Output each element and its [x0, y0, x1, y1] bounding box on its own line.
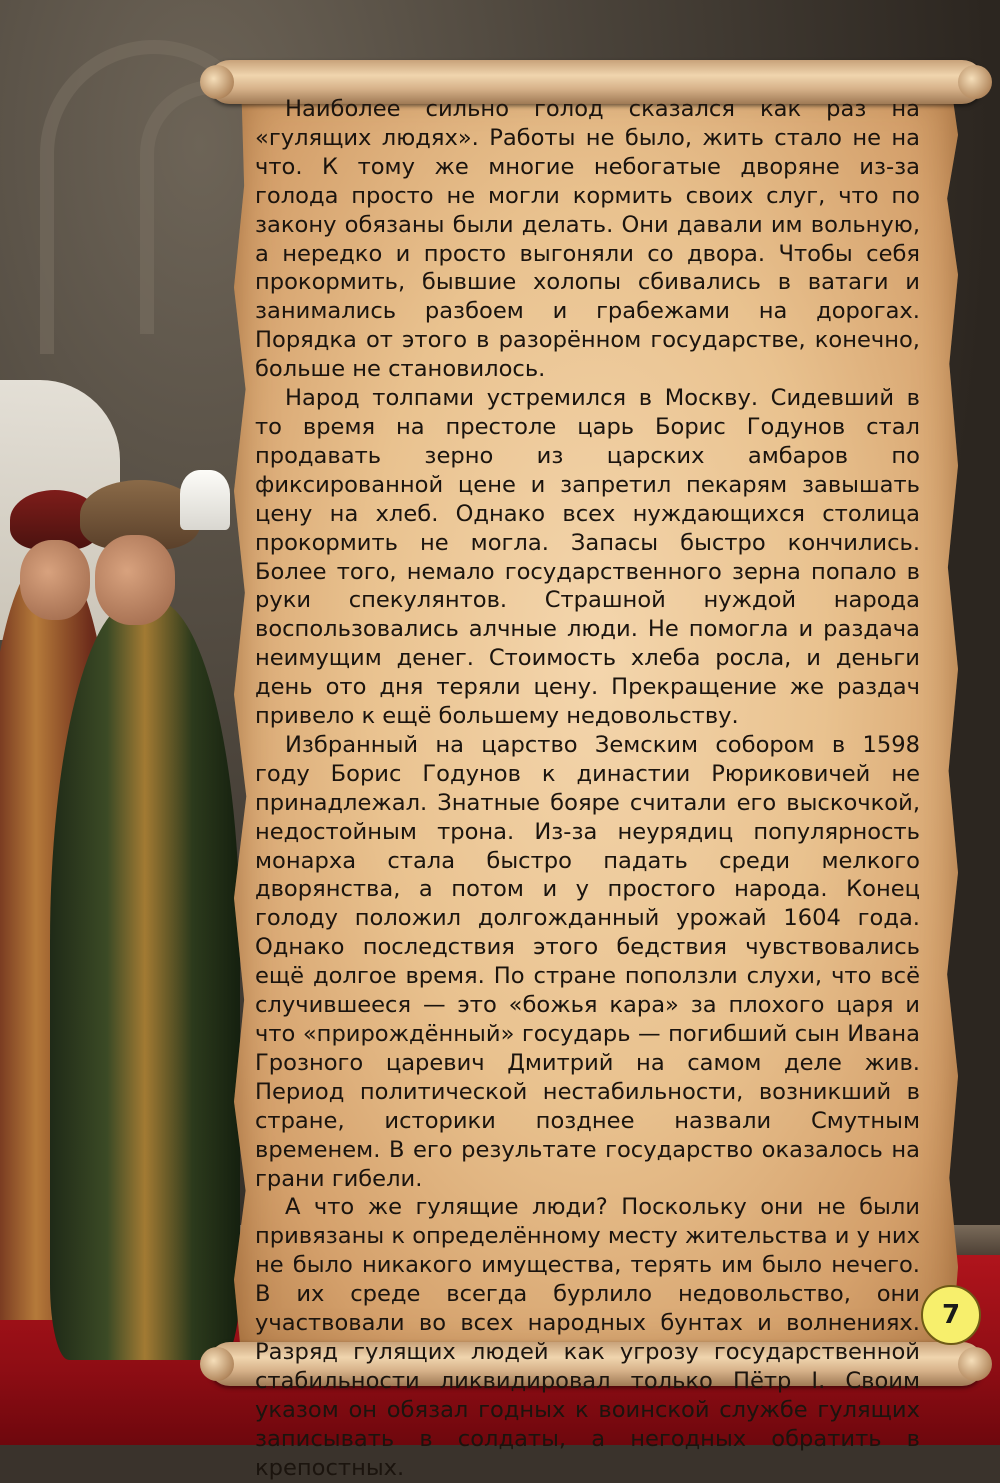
boyar-face [95, 535, 175, 625]
paragraph: Народ толпами устремился в Москву. Сидевший в то время на престоле царь Борис Годунов стал продавать зерно из царских амбаров по фиксированной цене и запретил пекарям завышать цену на хлеб. Однако всех нуждающихся столица прокормить не могла. Запасы быстро кончились. Более того, немало государственного зерна попало в руки спекулянтов. Страшной нуждой народа воспользовались алчные люди. Не помогла и раздача неимущим денег. Стоимость хлеба росла, и деньги день ото дня теряли цену. Прекращение же раздач привело к ещё большему недовольству. [255, 385, 920, 730]
paragraph: Избранный на царство Земским собором в 1598 году Борис Годунов к династии Рюриковичей не принадлежал. Знатные бояре считали его выскочкой, недостойным трона. Из-за неурядиц популярность монарха стала быстро падать среди мелкого дворянства, а потом и у простого народа. Конец голоду положил долгожданный урожай 1604 года. Однако последствия этого бедствия чувствовались ещё долгое время. По стране поползли слухи, что всё случившееся — это «божья кара» за плохого царя и что «прирождённый» государь — погибший сын Ивана Грозного царевич Дмитрий на самом деле жив. Период политической нестабильности, возникший в стране, историки позднее назвали Смутным временем. В его результате государство оказалось на грани гибели. [255, 731, 920, 1192]
paragraph: А что же гулящие люди? Поскольку они не были привязаны к определённому месту жительства и у них не было никакого имущества, терять им было нечего. В их среде всегда бурлило недовольство, они участвовали во всех народных бунтах и волнениях. Разряд гулящих людей как угрозу государственной стабильности ликвидировал только Пётр I. Своим указом он обязал годных к воинской службе гулящих записывать в солдаты, а негодных обратить в крепостных. [255, 1194, 920, 1481]
scroll-roll-end [958, 1347, 992, 1381]
page-number: 7 [921, 1285, 981, 1345]
paragraph: Наиболее сильно голод сказался как раз на «гулящих людях». Работы не было, жить стало не на что. К тому же многие небогатые дворяне из-за голода просто не могли кормить своих слуг, что по закону обязаны были делать. Они давали им вольную, а нередко и просто выгоняли со двора. Чтобы себя прокормить, бывшие холопы сбивались в ватаги и занимались разбоем и грабежами на дорогах. Порядка от этого в разорённом государстве, конечно, больше не становилось. [255, 96, 920, 383]
article-text [255, 95, 920, 1483]
boyar-face [20, 540, 90, 620]
scroll-roll-end [200, 65, 234, 99]
scroll-roll-end [200, 1347, 234, 1381]
scroll-roll-end [958, 65, 992, 99]
